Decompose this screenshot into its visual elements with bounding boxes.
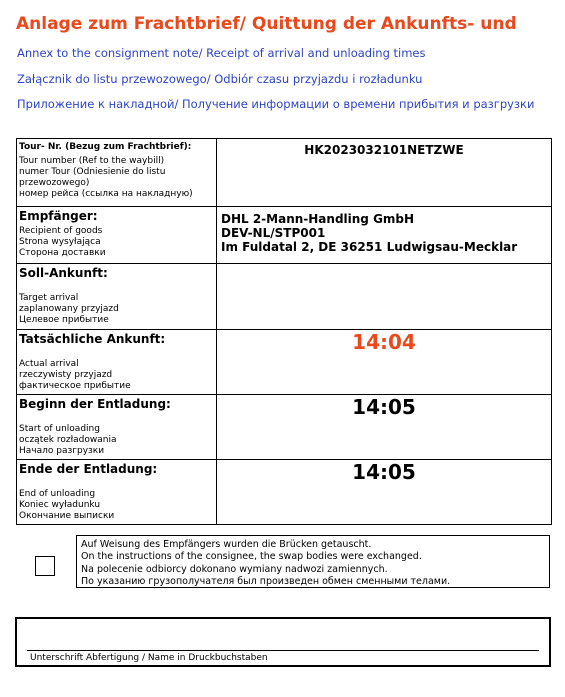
tour-value-cell bbox=[217, 139, 552, 207]
unloading-end-label-ru: Окончание выписки bbox=[19, 511, 115, 521]
row-unloading-start bbox=[17, 395, 552, 460]
row-unloading-end bbox=[17, 460, 552, 525]
recipient-name: DHL 2-Mann-Handling GmbH bbox=[221, 212, 415, 226]
unloading-start-value-cell[interactable] bbox=[217, 395, 552, 460]
unloading-end-label-cell bbox=[17, 460, 217, 525]
unloading-start-time: 14:05 bbox=[352, 395, 416, 419]
target-arrival-label-ru: Целевое прибытие bbox=[19, 315, 109, 325]
unloading-start-label-cell bbox=[17, 395, 217, 460]
swap-notice-de: Auf Weisung des Empfängers wurden die Brücken getauscht. bbox=[81, 539, 372, 550]
actual-arrival-label: Tatsächliche Ankunft: bbox=[19, 332, 166, 346]
tour-label: Tour- Nr. (Bezug zum Frachtbrief): bbox=[19, 142, 192, 152]
subtitle-russian: Приложение к накладной/ Получение информации о времени прибытия и разгрузки bbox=[17, 97, 535, 111]
recipient-label-pl: Strona wysyłająca bbox=[19, 237, 101, 247]
tour-label-ru: номер рейса (ссылка на накладную) bbox=[19, 189, 193, 199]
unloading-end-label: Ende der Entladung: bbox=[19, 462, 158, 476]
target-arrival-label-en: Target arrival bbox=[19, 293, 79, 303]
tour-label-cell bbox=[17, 139, 217, 207]
signature-label: Unterschrift Abfertigung / Name in Druckbuchstaben bbox=[30, 653, 268, 663]
signature-box[interactable] bbox=[15, 617, 551, 667]
recipient-address: Im Fuldatal 2, DE 36251 Ludwigsau-Mecklar bbox=[221, 240, 518, 254]
row-target-arrival bbox=[17, 264, 552, 330]
swap-notice-ru: По указанию грузополучателя был произведен обмен сменными телами. bbox=[81, 575, 451, 587]
unloading-start-label: Beginn der Entladung: bbox=[19, 397, 171, 411]
unloading-start-label-pl: oczątek rozładowania bbox=[19, 435, 117, 445]
actual-arrival-label-cell bbox=[17, 330, 217, 395]
subtitle-english: Annex to the consignment note/ Receipt of arrival and unloading times bbox=[17, 46, 426, 60]
target-arrival-label-cell bbox=[17, 264, 217, 330]
actual-arrival-value-cell[interactable] bbox=[217, 330, 552, 395]
actual-arrival-label-en: Actual arrival bbox=[19, 359, 79, 369]
unloading-start-label-en: Start of unloading bbox=[19, 424, 100, 434]
signature-line bbox=[27, 650, 539, 651]
recipient-value-cell bbox=[217, 207, 552, 264]
swap-notice-en: On the instructions of the consignee, the swap bodies were exchanged. bbox=[81, 551, 422, 563]
recipient-label-en: Recipient of goods bbox=[19, 226, 103, 236]
unloading-start-label-ru: Начало разгрузки bbox=[19, 446, 105, 456]
tour-number: HK2023032101NETZWE bbox=[304, 143, 464, 157]
actual-arrival-label-pl: rzeczywisty przyjazd bbox=[19, 370, 113, 380]
swap-notice bbox=[76, 535, 550, 588]
unloading-end-value-cell[interactable] bbox=[217, 460, 552, 525]
subtitle-polish: Załącznik do listu przewozowego/ Odbiór czasu przyjazdu i rozładunku bbox=[17, 72, 423, 86]
recipient-label-ru: Сторона доставки bbox=[19, 248, 106, 258]
row-actual-arrival bbox=[17, 330, 552, 395]
tour-label-en: Tour number (Ref to the waybill) bbox=[19, 156, 165, 166]
target-arrival-label-pl: zaplanowany przyjazd bbox=[19, 304, 119, 314]
unloading-end-time: 14:05 bbox=[352, 460, 416, 484]
swap-notice-pl: Na polecenie odbiorcy dokonano wymiany nadwozi zamiennych. bbox=[81, 563, 388, 575]
recipient-label: Empfänger: bbox=[19, 209, 98, 223]
recipient-code: DEV-NL/STP001 bbox=[221, 226, 326, 240]
tour-label-pl: numer Tour (Odniesienie do listu bbox=[19, 167, 166, 177]
target-arrival-value-cell[interactable] bbox=[217, 264, 552, 330]
actual-arrival-label-ru: фактическое прибытие bbox=[19, 381, 131, 391]
unloading-end-label-en: End of unloading bbox=[19, 489, 96, 499]
arrival-table bbox=[16, 138, 552, 525]
unloading-end-label-pl: Koniec wyładunku bbox=[19, 500, 101, 510]
row-tour bbox=[17, 139, 552, 207]
swap-bodies-checkbox[interactable] bbox=[35, 556, 55, 576]
actual-arrival-time: 14:04 bbox=[352, 330, 416, 354]
recipient-label-cell bbox=[17, 207, 217, 264]
tour-label-pl-2: przewozowego) bbox=[19, 178, 90, 188]
target-arrival-label: Soll-Ankunft: bbox=[19, 266, 108, 280]
document-title: Anlage zum Frachtbrief/ Quittung der Ankunfts- und bbox=[16, 14, 517, 34]
row-recipient bbox=[17, 207, 552, 264]
